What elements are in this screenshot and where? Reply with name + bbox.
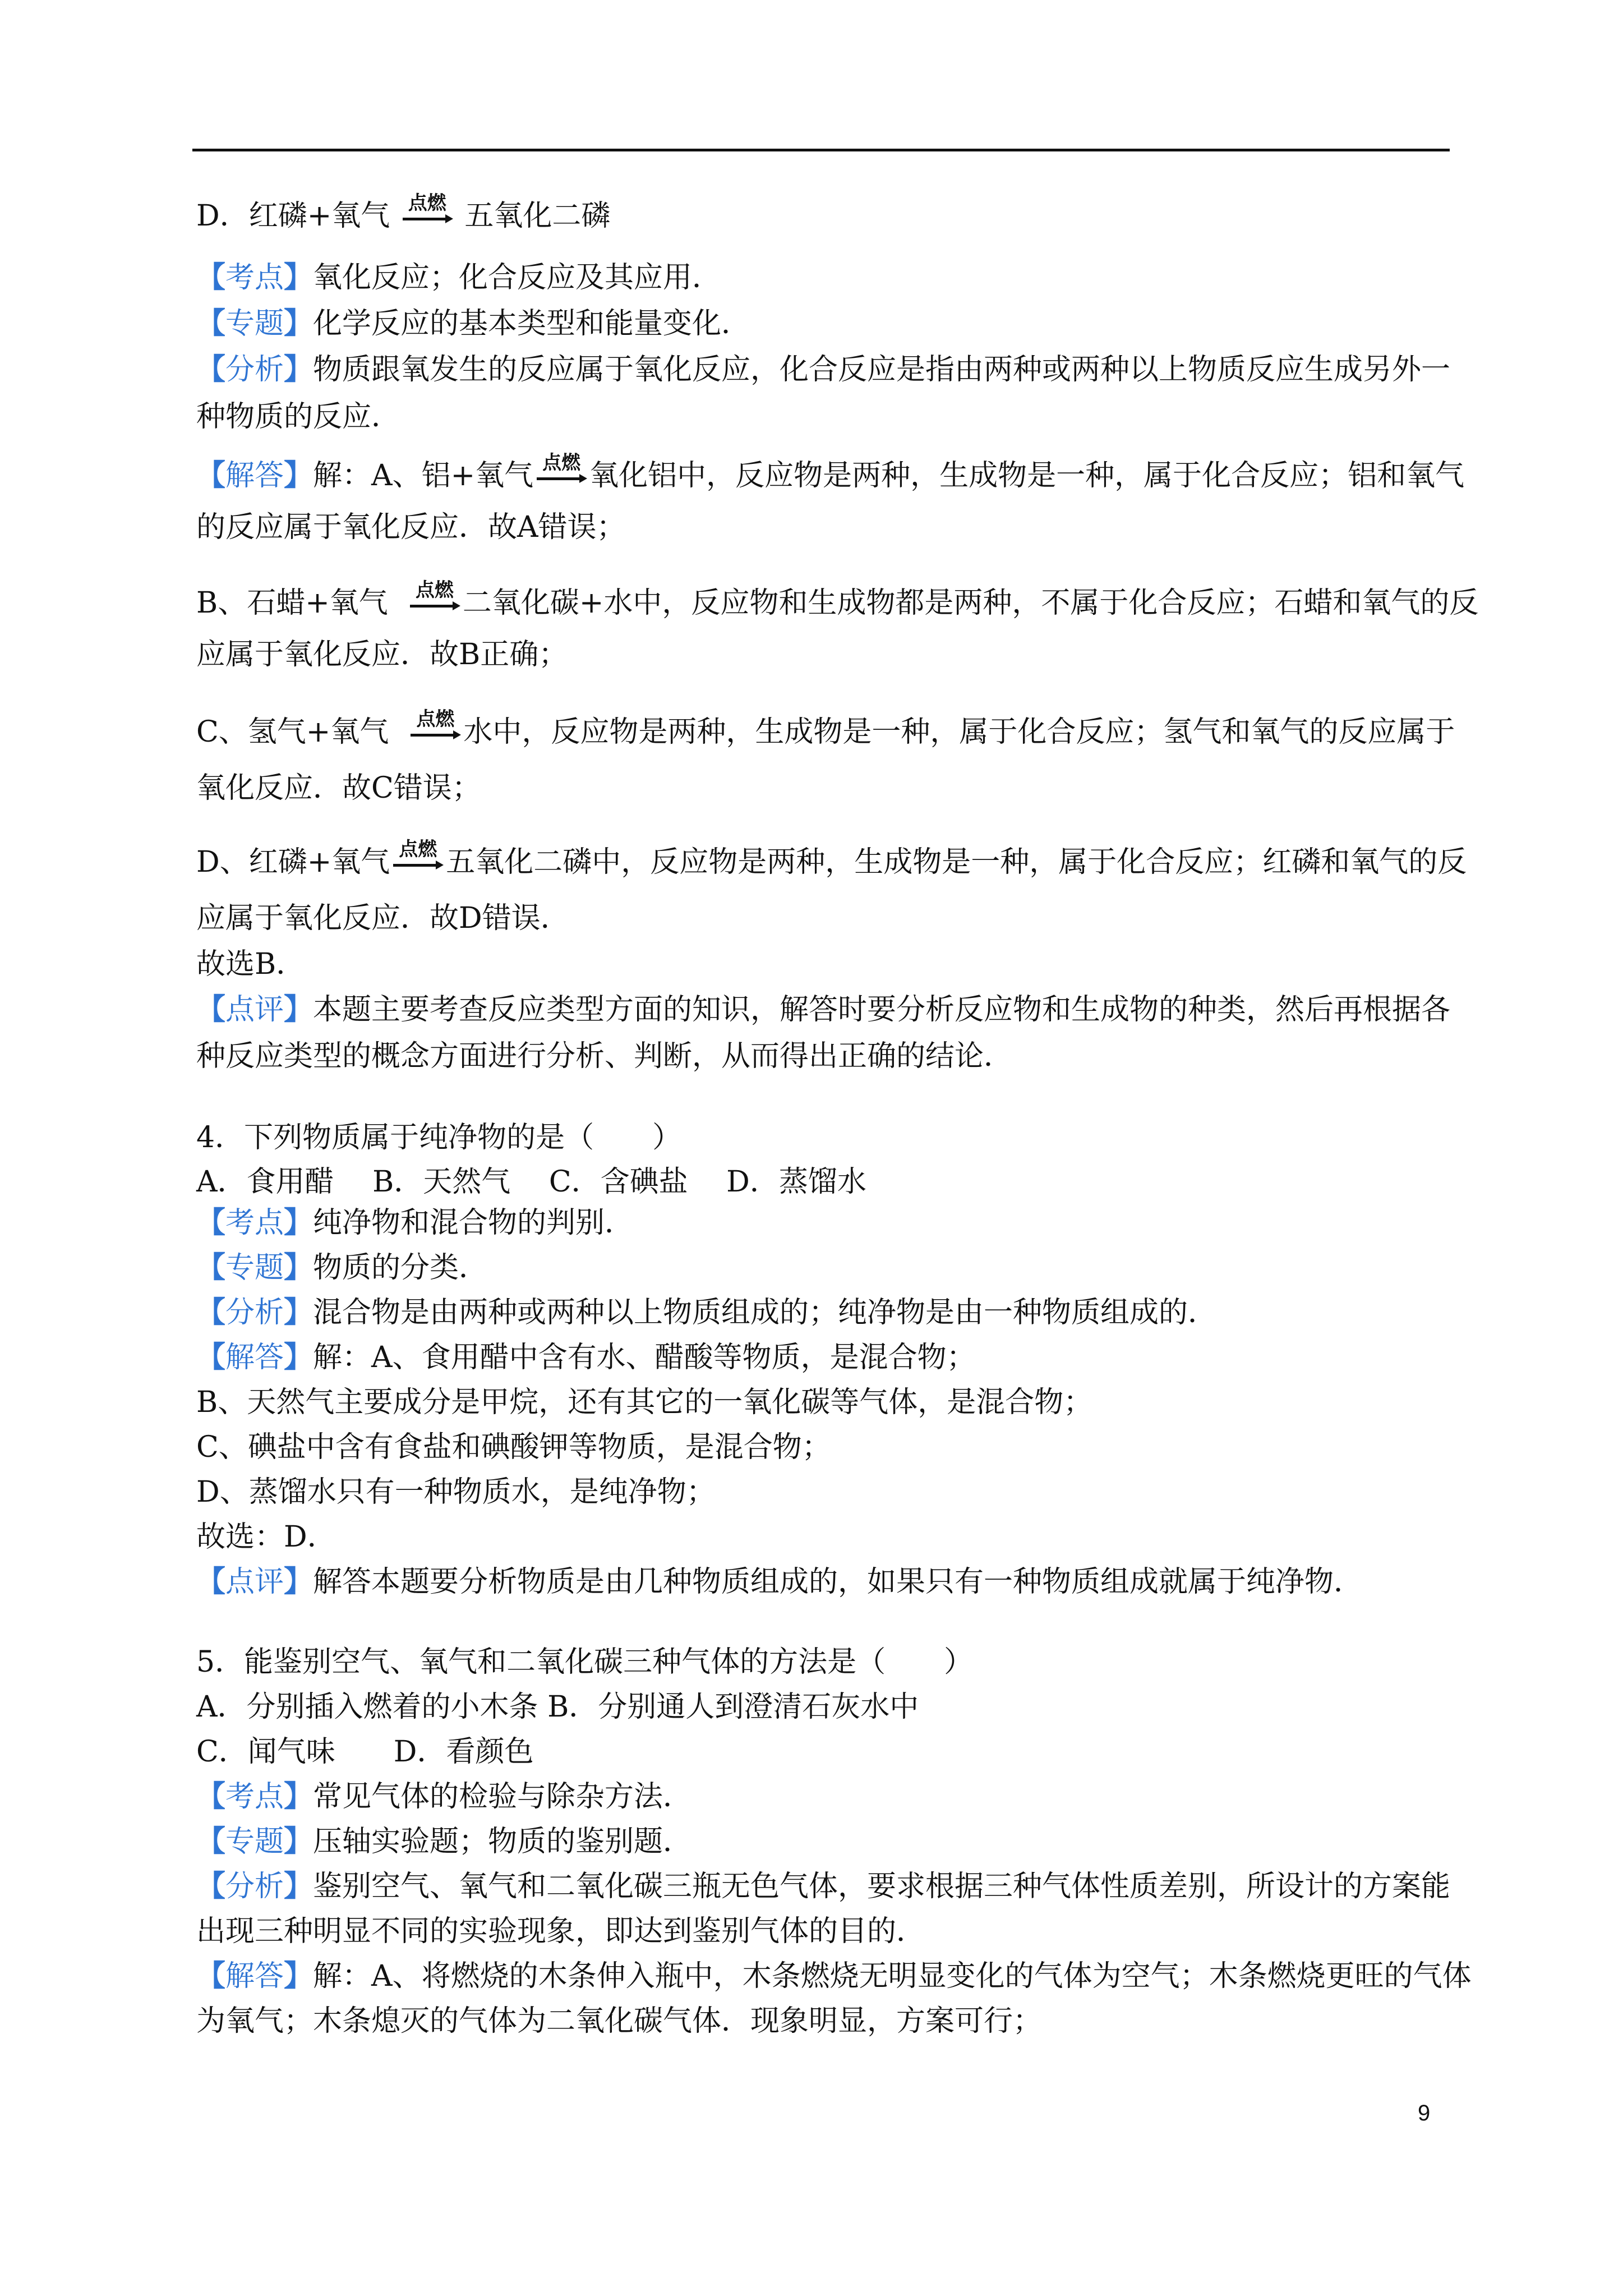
text-run: C．闻气味 D．看颜色 <box>196 1735 534 1769</box>
section-label: 【解答】 <box>196 1341 313 1374</box>
section-label-text: 分析 <box>225 1870 284 1903</box>
text-line-q5-stem <box>196 1640 973 1685</box>
text-run: 的反应属于氧化反应．故A错误； <box>196 510 626 544</box>
text-run: 种物质的反应． <box>196 400 401 434</box>
text-line-q3-jieda-c2 <box>196 766 481 811</box>
text-run: C、氢气+氧气 <box>196 715 408 749</box>
text-run: B、天然气主要成分是甲烷，还有其它的一氧化碳等气体，是混合物； <box>196 1386 1093 1419</box>
text-run: 纯净物和混合物的判别． <box>313 1206 634 1240</box>
text-run: 应属于氧化反应．故D错误． <box>196 901 570 935</box>
text-line-q5-kaodian <box>196 1774 692 1819</box>
section-label: 【专题】 <box>196 1251 313 1285</box>
text-line-q3-dianping-2 <box>196 1034 1013 1079</box>
arrow-head-icon <box>453 601 460 610</box>
text-line-q5-jieda-2 <box>196 1999 1042 2044</box>
text-line-q5-fenxi-2 <box>196 1909 925 1954</box>
section-label-text: 解答 <box>225 459 284 493</box>
text-run: 化学反应的基本类型和能量变化． <box>313 307 751 341</box>
text-run: 鉴别空气、氧气和二氧化碳三瓶无色气体，要求根据三种气体性质差别，所设计的方案能 <box>313 1870 1451 1903</box>
arrow-shaft <box>537 477 583 480</box>
text-line-q4-c <box>196 1425 831 1470</box>
text-run: 故选B． <box>196 947 306 981</box>
text-line-q5-zhuanti <box>196 1819 692 1864</box>
section-label-text: 专题 <box>225 1825 284 1858</box>
section-label: 【考点】 <box>196 1206 313 1240</box>
text-line-q3-jieda-b2 <box>196 632 568 677</box>
text-line-q3-jieda-a2 <box>196 505 626 550</box>
section-label-text: 考点 <box>225 261 284 295</box>
text-run: 二氧化碳+水中，反应物和生成物都是两种，不属于化合反应；石蜡和氧气的反 <box>462 586 1479 620</box>
section-label: 【解答】 <box>196 459 313 493</box>
text-run: D、蒸馏水只有一种物质水，是纯净物； <box>196 1475 716 1509</box>
arrow-head-icon <box>436 861 444 869</box>
section-label-text: 专题 <box>225 307 284 341</box>
text-line-q3-jieda-a1 <box>196 453 1464 498</box>
text-line-q4-jieda <box>196 1335 976 1380</box>
text-run: 本题主要考查反应类型方面的知识，解答时要分析反应物和生成物的种类，然后再根据各 <box>313 993 1451 1027</box>
text-run: 物质跟氧发生的反应属于氧化反应，化合反应是指由两种或两种以上物质反应生成另外一 <box>313 353 1451 386</box>
text-run: 种反应类型的概念方面进行分析、判断，从而得出正确的结论． <box>196 1039 1013 1073</box>
text-run: 应属于氧化反应．故B正确； <box>196 638 568 671</box>
text-line-q5-options-ab <box>196 1685 919 1729</box>
reaction-condition: 点燃 <box>399 838 437 861</box>
text-run: C、碘盐中含有食盐和碘酸钾等物质，是混合物； <box>196 1430 831 1464</box>
text-run: 解：A、将燃烧的木条伸入瓶中，木条燃烧无明显变化的气体为空气；木条燃烧更旺的气体 <box>313 1959 1472 1993</box>
section-label-text: 专题 <box>225 1251 284 1285</box>
text-run: 氧化铝中，反应物是两种，生成物是一种，属于化合反应；铝和氧气 <box>589 459 1465 493</box>
text-run: 故选：D． <box>196 1520 336 1554</box>
text-run: 解：A、食用醋中含有水、醋酸等物质，是混合物； <box>313 1341 976 1374</box>
text-run: 为氧气；木条熄灭的气体为二氧化碳气体．现象明显，方案可行； <box>196 2004 1043 2038</box>
text-line-q3-kaodian <box>196 255 721 300</box>
arrow-shaft <box>410 605 456 608</box>
text-run: D、红磷+氧气 <box>196 845 390 879</box>
reaction-condition: 点燃 <box>415 579 454 601</box>
text-line-q3-dianping-1 <box>196 987 1450 1032</box>
text-line-q3-jieda-d1 <box>196 840 1467 885</box>
reaction-arrow <box>409 579 460 617</box>
text-run: 氧化反应；化合反应及其应用． <box>313 261 722 295</box>
text-line-q3-jieda-c1 <box>196 710 1455 754</box>
text-run: B、石蜡+氧气 <box>196 586 407 620</box>
text-run: A．食用醋 B．天然气 C．含碘盐 D．蒸馏水 <box>196 1165 866 1199</box>
text-run: 压轴实验题；物质的鉴别题． <box>313 1825 693 1858</box>
text-line-q4-guxuan <box>196 1515 336 1559</box>
reaction-condition: 点燃 <box>408 192 446 214</box>
text-run: 五氧化二磷 <box>455 199 611 233</box>
text-line-q5-fenxi-1 <box>196 1864 1450 1909</box>
section-label-text: 分析 <box>225 353 284 386</box>
section-label: 【分析】 <box>196 353 313 386</box>
section-label-text: 考点 <box>225 1206 284 1240</box>
text-line-q5-options-cd <box>196 1729 533 1774</box>
text-line-q4-kaodian <box>196 1200 634 1245</box>
text-run: 4．下列物质属于纯净物的是（ ） <box>196 1121 682 1154</box>
text-run: 5．能鉴别空气、氧气和二氧化碳三种气体的方法是（ ） <box>196 1645 974 1679</box>
text-run: 常见气体的检验与除杂方法． <box>313 1780 693 1814</box>
arrow-head-icon <box>453 730 461 739</box>
text-run: 氧化反应．故C错误； <box>196 771 481 805</box>
text-line-q3-zhuanti <box>196 301 750 346</box>
reaction-arrow <box>409 708 461 746</box>
text-line-q4-dianping <box>196 1559 1363 1604</box>
reaction-condition: 点燃 <box>542 452 581 474</box>
section-label-text: 分析 <box>225 1296 284 1329</box>
section-label: 【解答】 <box>196 1959 313 1993</box>
text-line-q3-jieda-b1 <box>196 581 1478 625</box>
arrow-shaft <box>403 218 449 220</box>
text-line-q4-d <box>196 1470 716 1515</box>
section-label: 【分析】 <box>196 1296 313 1329</box>
text-run: 混合物是由两种或两种以上物质组成的；纯净物是由一种物质组成的． <box>313 1296 1218 1329</box>
text-line-q4-stem <box>196 1115 681 1160</box>
section-label-text: 点评 <box>225 1565 284 1599</box>
text-line-q3-fenxi-1 <box>196 347 1450 392</box>
section-label: 【点评】 <box>196 1565 313 1599</box>
text-run: 解答本题要分析物质是由几种物质组成的，如果只有一种物质组成就属于纯净物． <box>313 1565 1363 1599</box>
text-line-q5-jieda-1 <box>196 1954 1472 1999</box>
reaction-arrow <box>392 838 444 876</box>
section-label: 【点评】 <box>196 993 313 1027</box>
section-label: 【考点】 <box>196 261 313 295</box>
text-line-q3-guxuan <box>196 942 305 987</box>
reaction-arrow <box>536 452 587 490</box>
text-line-q3-jieda-d2 <box>196 896 570 941</box>
text-run: 解：A、铝+氧气 <box>313 459 534 493</box>
section-label: 【考点】 <box>196 1780 313 1814</box>
text-run: 物质的分类． <box>313 1251 488 1285</box>
header-rule <box>192 149 1450 151</box>
text-run: 出现三种明显不同的实验现象，即达到鉴别气体的目的． <box>196 1915 926 1948</box>
section-label: 【专题】 <box>196 1825 313 1858</box>
section-label-text: 解答 <box>225 1341 284 1374</box>
arrow-head-icon <box>445 214 453 223</box>
text-run: 五氧化二磷中，反应物是两种，生成物是一种，属于化合反应；红磷和氧气的反 <box>446 845 1467 879</box>
section-label: 【分析】 <box>196 1870 313 1903</box>
text-line-q4-options <box>196 1159 866 1204</box>
text-line-q4-fenxi <box>196 1290 1217 1335</box>
reaction-condition: 点燃 <box>416 708 455 730</box>
text-line-q3d-option <box>196 194 610 238</box>
text-run: 水中，反应物是两种，生成物是一种，属于化合反应；氢气和氧气的反应属于 <box>463 715 1455 749</box>
text-line-q4-zhuanti <box>196 1245 488 1290</box>
reaction-arrow <box>402 192 453 230</box>
section-label-text: 解答 <box>225 1959 284 1993</box>
section-label-text: 点评 <box>225 993 284 1027</box>
text-run: D．红磷+氧气 <box>196 199 399 233</box>
arrow-shaft <box>393 864 439 867</box>
text-run: A．分别插入燃着的小木条 B．分别通人到澄清石灰水中 <box>196 1690 919 1724</box>
section-label-text: 考点 <box>225 1780 284 1814</box>
arrow-shaft <box>411 734 457 737</box>
section-label: 【专题】 <box>196 307 313 341</box>
text-line-q4-b <box>196 1380 1092 1425</box>
text-line-q3-fenxi-2 <box>196 394 400 439</box>
arrow-head-icon <box>579 474 587 483</box>
page-number: 9 <box>1418 2101 1431 2125</box>
